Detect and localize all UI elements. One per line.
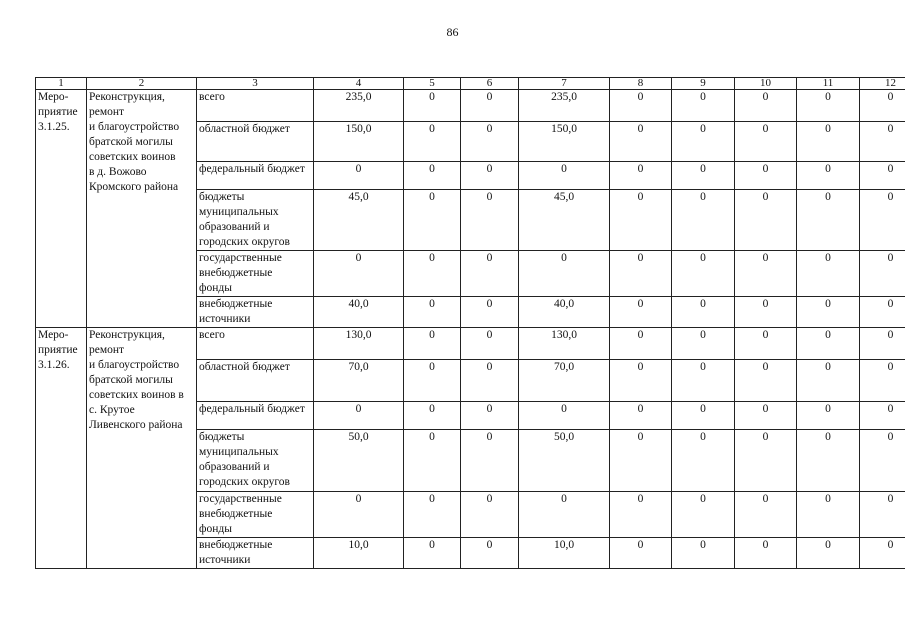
value-cell: 0: [610, 402, 672, 430]
column-header: 2: [87, 78, 197, 90]
value-cell: 0: [404, 430, 461, 492]
funding-source-cell: областной бюджет: [197, 360, 314, 402]
value-cell: 45,0: [519, 190, 610, 251]
value-cell: 0: [610, 122, 672, 162]
value-cell: 0: [735, 162, 797, 190]
value-cell: 0: [735, 297, 797, 328]
value-cell: 0: [610, 162, 672, 190]
value-cell: 0: [860, 492, 905, 538]
value-cell: 0: [610, 90, 672, 122]
value-cell: 0: [797, 430, 860, 492]
funding-source-cell: бюджеты муниципальных образований и городских округов: [197, 190, 314, 251]
value-cell: 40,0: [314, 297, 404, 328]
value-cell: 0: [672, 430, 735, 492]
value-cell: 0: [672, 162, 735, 190]
funding-source-cell: всего: [197, 328, 314, 360]
value-cell: 0: [519, 492, 610, 538]
column-header: 5: [404, 78, 461, 90]
value-cell: 0: [672, 90, 735, 122]
table-row: [36, 328, 905, 360]
column-header: 9: [672, 78, 735, 90]
value-cell: 0: [860, 328, 905, 360]
value-cell: 0: [797, 251, 860, 297]
value-cell: 0: [735, 190, 797, 251]
table-row: [36, 90, 905, 122]
value-cell: 0: [404, 122, 461, 162]
value-cell: 0: [860, 360, 905, 402]
value-cell: 0: [860, 190, 905, 251]
value-cell: 0: [797, 538, 860, 569]
value-cell: 0: [461, 492, 519, 538]
value-cell: 0: [461, 297, 519, 328]
value-cell: 0: [860, 538, 905, 569]
value-cell: 0: [672, 190, 735, 251]
value-cell: 0: [404, 492, 461, 538]
value-cell: 0: [314, 251, 404, 297]
value-cell: 0: [461, 90, 519, 122]
value-cell: 0: [461, 190, 519, 251]
value-cell: 0: [404, 328, 461, 360]
value-cell: 0: [672, 251, 735, 297]
value-cell: 0: [735, 402, 797, 430]
value-cell: 0: [461, 402, 519, 430]
activity-name-cell: Реконструкция, ремонт и благоустройство братской могилы советских воинов в д. Вожово Кромского района: [87, 90, 197, 328]
value-cell: 0: [610, 190, 672, 251]
value-cell: 0: [404, 402, 461, 430]
funding-source-cell: внебюджетные источники: [197, 538, 314, 569]
value-cell: 0: [860, 251, 905, 297]
value-cell: 70,0: [519, 360, 610, 402]
value-cell: 0: [404, 162, 461, 190]
value-cell: 0: [735, 90, 797, 122]
budget-table: [35, 77, 905, 569]
value-cell: 0: [860, 122, 905, 162]
column-header: 8: [610, 78, 672, 90]
value-cell: 0: [860, 90, 905, 122]
value-cell: 0: [610, 492, 672, 538]
funding-source-cell: всего: [197, 90, 314, 122]
value-cell: 50,0: [519, 430, 610, 492]
activity-id-cell: Меро- приятие 3.1.25.: [36, 90, 87, 328]
value-cell: 0: [610, 430, 672, 492]
column-header: 4: [314, 78, 404, 90]
value-cell: 40,0: [519, 297, 610, 328]
value-cell: 0: [735, 122, 797, 162]
funding-source-cell: государственные внебюджетные фонды: [197, 492, 314, 538]
value-cell: 0: [610, 538, 672, 569]
value-cell: 0: [461, 122, 519, 162]
value-cell: 0: [672, 360, 735, 402]
column-header: 3: [197, 78, 314, 90]
value-cell: 0: [672, 328, 735, 360]
column-header: 7: [519, 78, 610, 90]
value-cell: 0: [461, 430, 519, 492]
value-cell: 235,0: [519, 90, 610, 122]
value-cell: 0: [314, 162, 404, 190]
activity-name-cell: Реконструкция, ремонт и благоустройство братской могилы советских воинов в с. Крутое Ливенского района: [87, 328, 197, 569]
column-header: 1: [36, 78, 87, 90]
value-cell: 0: [404, 360, 461, 402]
value-cell: 0: [461, 162, 519, 190]
column-header: 11: [797, 78, 860, 90]
value-cell: 0: [519, 402, 610, 430]
value-cell: 0: [860, 162, 905, 190]
value-cell: 0: [797, 492, 860, 538]
funding-source-cell: государственные внебюджетные фонды: [197, 251, 314, 297]
column-header: 6: [461, 78, 519, 90]
value-cell: 70,0: [314, 360, 404, 402]
funding-source-cell: внебюджетные источники: [197, 297, 314, 328]
value-cell: 0: [610, 297, 672, 328]
value-cell: 0: [860, 297, 905, 328]
value-cell: 0: [797, 297, 860, 328]
value-cell: 0: [860, 430, 905, 492]
header-row: [36, 78, 905, 90]
value-cell: 0: [672, 492, 735, 538]
value-cell: 0: [735, 538, 797, 569]
page-number: 86: [446, 25, 459, 39]
activity-id-cell: Меро- приятие 3.1.26.: [36, 328, 87, 569]
value-cell: 0: [735, 492, 797, 538]
value-cell: 45,0: [314, 190, 404, 251]
value-cell: 0: [797, 122, 860, 162]
value-cell: 0: [314, 492, 404, 538]
value-cell: 0: [735, 360, 797, 402]
funding-source-cell: федеральный бюджет: [197, 402, 314, 430]
value-cell: 0: [672, 538, 735, 569]
value-cell: 0: [461, 251, 519, 297]
value-cell: 0: [797, 360, 860, 402]
value-cell: 0: [735, 430, 797, 492]
value-cell: 0: [461, 328, 519, 360]
value-cell: 0: [610, 251, 672, 297]
value-cell: 0: [610, 328, 672, 360]
value-cell: 0: [860, 402, 905, 430]
value-cell: 10,0: [519, 538, 610, 569]
column-header: 10: [735, 78, 797, 90]
value-cell: 0: [404, 297, 461, 328]
value-cell: 0: [519, 251, 610, 297]
value-cell: 0: [404, 90, 461, 122]
value-cell: 0: [797, 162, 860, 190]
funding-source-cell: бюджеты муниципальных образований и городских округов: [197, 430, 314, 492]
value-cell: 0: [797, 190, 860, 251]
value-cell: 0: [461, 360, 519, 402]
column-header: 12: [860, 78, 905, 90]
value-cell: 235,0: [314, 90, 404, 122]
value-cell: 0: [735, 328, 797, 360]
value-cell: 10,0: [314, 538, 404, 569]
funding-source-cell: федеральный бюджет: [197, 162, 314, 190]
value-cell: 130,0: [519, 328, 610, 360]
value-cell: 0: [672, 122, 735, 162]
value-cell: 0: [519, 162, 610, 190]
value-cell: 0: [404, 251, 461, 297]
value-cell: 0: [735, 251, 797, 297]
value-cell: 0: [314, 402, 404, 430]
value-cell: 0: [797, 90, 860, 122]
value-cell: 0: [672, 297, 735, 328]
value-cell: 0: [461, 538, 519, 569]
value-cell: 0: [404, 538, 461, 569]
value-cell: 0: [404, 190, 461, 251]
value-cell: 0: [797, 402, 860, 430]
value-cell: 0: [610, 360, 672, 402]
funding-source-cell: областной бюджет: [197, 122, 314, 162]
value-cell: 0: [797, 328, 860, 360]
value-cell: 0: [672, 402, 735, 430]
value-cell: 130,0: [314, 328, 404, 360]
value-cell: 50,0: [314, 430, 404, 492]
value-cell: 150,0: [314, 122, 404, 162]
value-cell: 150,0: [519, 122, 610, 162]
